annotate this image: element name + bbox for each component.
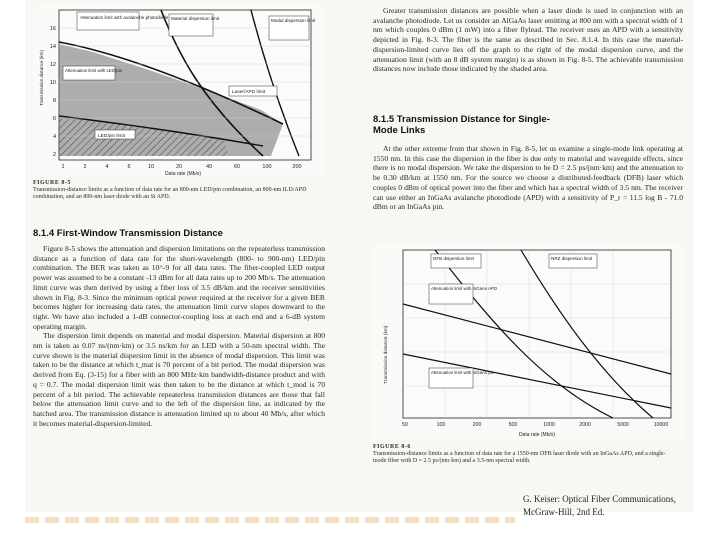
label-material-dispersion: Material dispersion limit xyxy=(171,16,219,21)
x-tick: 500 xyxy=(508,422,518,428)
x-tick: 100 xyxy=(262,164,272,170)
section-8-1-5-heading: 8.1.5 Transmission Distance for Single-Mode Links xyxy=(373,114,550,136)
x-tick: 200 xyxy=(472,422,482,428)
y-tick: 8 xyxy=(52,98,56,104)
y-tick: 10 xyxy=(49,80,56,86)
x-tick: 4 xyxy=(105,164,109,170)
x-tick: 10 xyxy=(147,164,155,170)
x-tick: 2 xyxy=(83,164,87,170)
right-page xyxy=(373,6,685,512)
y-tick: 16 xyxy=(49,26,56,32)
x-axis-label: Data rate (Mb/s) xyxy=(164,171,202,176)
figure-8-5-caption xyxy=(33,180,325,201)
label-attenuation-pin: Attenuation limit with InGaAs pin xyxy=(431,370,495,375)
right-body-text xyxy=(373,144,683,236)
figure-8-6-caption xyxy=(373,444,673,465)
figure-8-5-caption-text: Transmission-distance limits as a function of data rate for an 800-nm LED/pin combination, an 800-nm ILD/APD combination, and an 800-nm laser diode with an Si APD. xyxy=(33,187,307,200)
x-tick: 5000 xyxy=(617,422,629,428)
x-tick: 20 xyxy=(175,164,183,170)
x-tick: 200 xyxy=(292,164,302,170)
figure-8-5-plot xyxy=(33,6,325,176)
decorative-footer-bar xyxy=(25,517,515,523)
figure-8-5 xyxy=(33,6,325,176)
figure-8-6-caption-text: Transmission-distance limits as a function of data rate for a 1550-nm DFB laser diode with an InGaAs APD, and a single-mode fiber with D = 2.5 ps/(nm·km) and a 3.5-nm spectral width. xyxy=(373,451,666,464)
x-tick: 40 xyxy=(205,164,213,170)
paragraph: The dispersion limit depends on material and modal dispersion. Material dispersion at 800 nm is taken as 0.07 ns/(nm·km) or 3.5 ns/km for an LED with a 50-nm spectral width. The curve shown is the material dispersion limit in the absence of modal dispersion. This limit was taken to be the distance at which t_mat is 70 percent of a bit period. The modal dispersion was derived from Eq. (3-15) for a fiber with an 800 MHz·km bandwidth-distance product and with q = 0.7. The modal dispersion limit was then taken to be the distance at which t_mod is 70 percent of a bit period. The achievable repeaterless transmission distances are those that fall below the attenuation limit curve and to the left of the dispersion line, as indicated by the hatched area. The transmission distance is attenuation limited up to about 40 Mb/s, after which it becomes material-dispersion-limited. xyxy=(33,331,325,428)
figure-8-5-label: FIGURE 8-5 xyxy=(33,180,71,186)
label-attenuation-apd: Attenuation limit with avalanche photodiode xyxy=(80,15,169,20)
credit-line-1: G. Keiser: Optical Fiber Communications, xyxy=(523,494,676,504)
paragraph: Greater transmission distances are possible when a laser diode is used in conjunction with an avalanche photodiode. Let us consider an AlGaAs laser emitting at 800 nm with a spectral width of 1 nm which couples 0 dBm (1 mW) into a fiber flylead. The receiver uses an APD with a sensitivity depicted in Fig. 8-3. The fiber is the same as described in Sec. 8.1.4. In this case the material-dispersion-limited curve lies off the graph to the right of the modal dispersion curve, and the attenuation limit (with an 8 dB system margin) is as shown in Fig. 8-5. The achievable transmission distances now include those indicated by the shaded area. xyxy=(373,6,683,74)
y-tick: 12 xyxy=(49,62,56,68)
label-attenuation-led: Attenuation limit with LED/pin xyxy=(65,68,123,73)
y-tick: 2 xyxy=(52,152,56,158)
label-led-pin: LED/pin limit xyxy=(98,134,125,139)
x-tick: 1000 xyxy=(543,422,555,428)
credit-line-2: McGraw-Hill, 2nd Ed. xyxy=(523,507,605,517)
figure-8-6-plot xyxy=(373,244,683,440)
label-modal-dispersion: Modal dispersion limit xyxy=(271,18,316,23)
x-tick: 1 xyxy=(61,164,65,170)
y-axis-label: Transmission distance (km) xyxy=(384,325,389,384)
label-laser-apd: Laser/APD limit xyxy=(232,90,266,95)
x-tick: 60 xyxy=(233,164,241,170)
y-tick: 4 xyxy=(52,134,56,140)
left-page xyxy=(33,6,343,512)
figure-8-6 xyxy=(373,244,683,440)
figure-8-6-label: FIGURE 8-6 xyxy=(373,444,411,450)
right-intro-text xyxy=(373,6,683,108)
label-nrz-dispersion: NRZ dispersion limit xyxy=(551,256,593,261)
scanned-book-pages xyxy=(25,0,693,512)
y-tick: 6 xyxy=(52,116,56,122)
paragraph: At the other extreme from that shown in Fig. 8-5, let us examine a single-mode link operating at 1550 nm. In this case the dispersion in the fiber is due only to material and waveguide effects, since there is no modal dispersion. We take the dispersion to be D = 2.5 ps/(nm·km) and the attenuation to be 0.30 dB/km at 1550 nm. For the source we choose a distributed-feedback (DFB) laser which couples 0 dBm of optical power into the fiber and which has a spectral width of 3.5 nm. The receiver can use either an InGaAs avalanche photodiode (APD) with a sensitivity of P_r = 11.5 log B - 71.0 dBm or an InGaAs pin. xyxy=(373,144,683,212)
paragraph: Figure 8-5 shows the attenuation and dispersion limitations on the repeaterless transmission distance as a function of data rate for the short-wavelength (800- to 900-nm) LED/pin combination. The BER was taken as 10^-9 for all data rates. The fiber-coupled LED output power was assumed to be a constant -13 dBm for all data rates up to 200 Mb/s. The attenuation limit curve was then derived by using a fiber loss of 3.5 dB/km and the receiver sensitivities shown in Fig. 8-3. Since the minimum optical power required at the receiver for a given BER becomes higher for increasing data rates, the attenuation limit curve slopes downward to the right. We have also included a 1-dB connector-coupling loss at each end and a 6-dB system operating margin. xyxy=(33,244,325,331)
x-tick: 2000 xyxy=(579,422,591,428)
y-tick: 14 xyxy=(49,44,56,50)
left-body-text xyxy=(33,244,325,514)
section-8-1-4-heading: 8.1.4 First-Window Transmission Distance xyxy=(33,228,223,239)
x-tick: 50 xyxy=(402,422,408,428)
x-tick: 6 xyxy=(127,164,131,170)
x-axis-label: Data rate (Mb/s) xyxy=(518,432,556,438)
x-tick: 10000 xyxy=(653,422,669,428)
y-axis-label: Transmission distance (km) xyxy=(39,50,44,106)
label-attenuation-apd: Attenuation limit with InGaAs APD xyxy=(431,286,498,291)
label-dfb-dispersion: DFB dispersion limit xyxy=(433,256,474,261)
x-tick: 100 xyxy=(436,422,446,428)
source-credit xyxy=(523,493,676,519)
